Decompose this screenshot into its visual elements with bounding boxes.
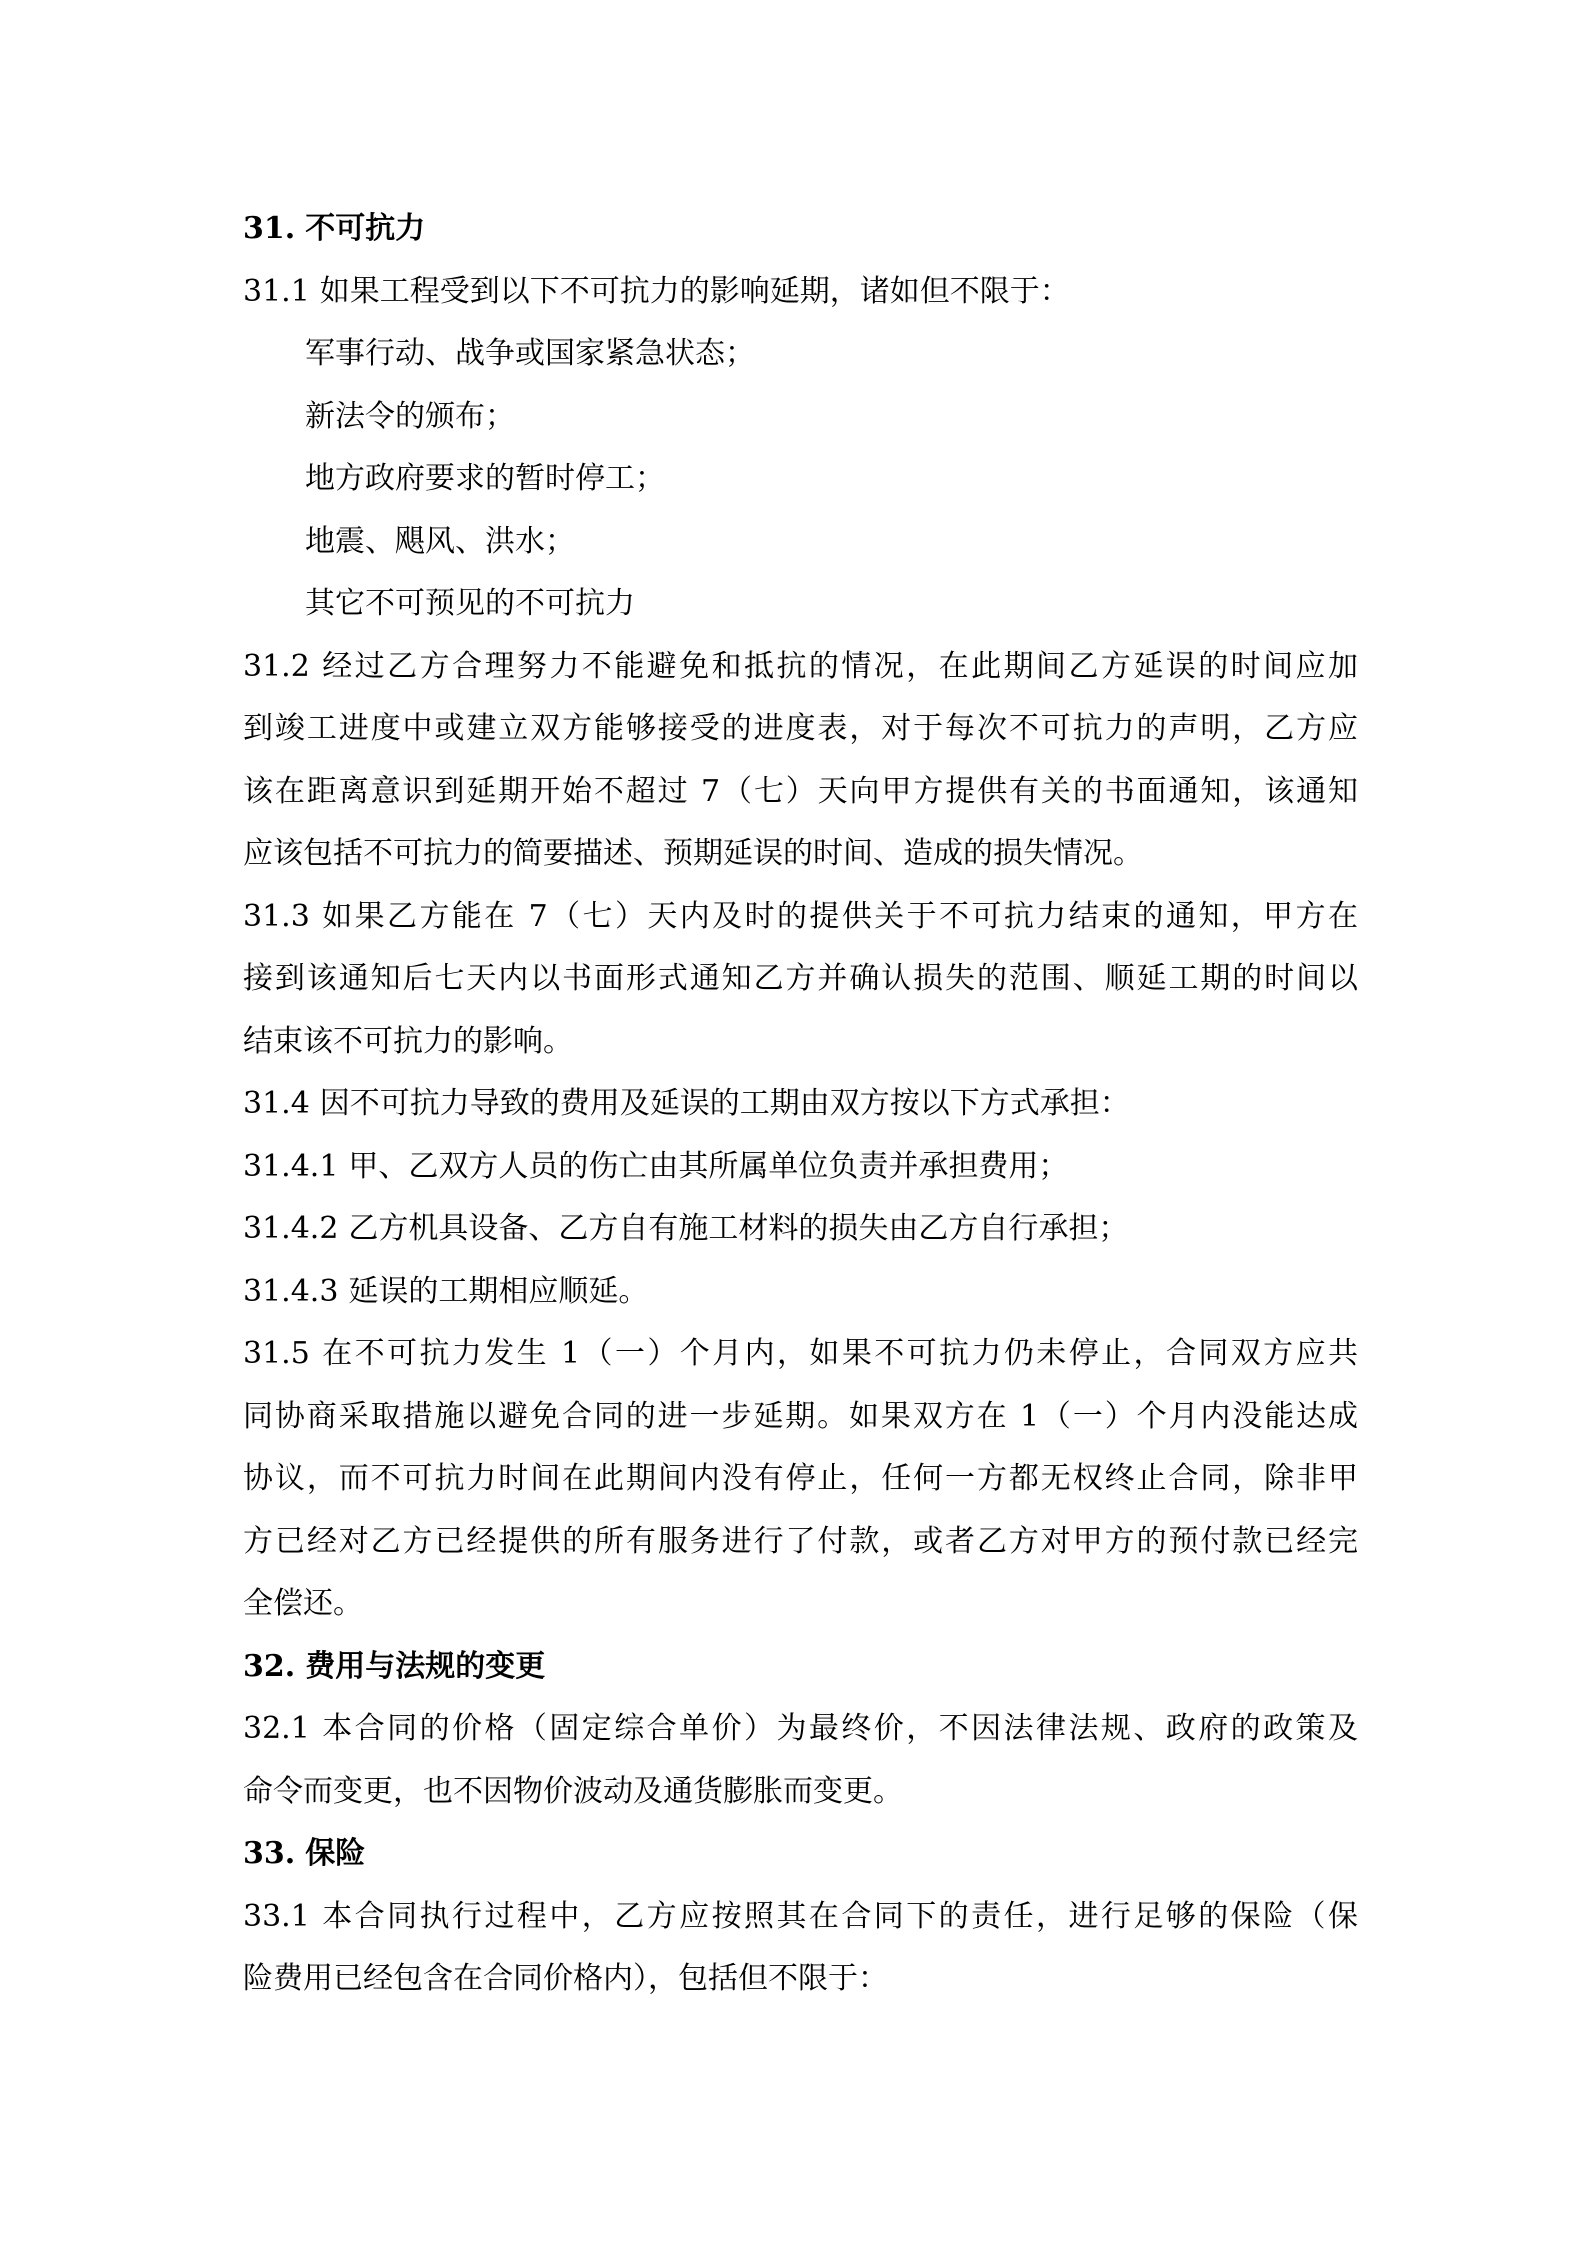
force-majeure-list: [243, 323, 1358, 636]
list-item: 地震、飓风、洪水；: [305, 523, 575, 559]
clause-line: 接到该通知后七天内以书面形式通知乙方并确认损失的范围、顺延工期的时间以: [243, 961, 1358, 996]
clause-number: 31.3: [243, 898, 310, 934]
clause-line: 应该包括不可抗力的简要描述、预期延误的时间、造成的损失情况。: [243, 836, 1143, 871]
clause-line: 全偿还。: [243, 1586, 363, 1621]
clause-text: 在不可抗力发生 1（一）个月内，如果不可抗力仍未停止，合同双方应共: [319, 1336, 1358, 1371]
clause-text: 本合同的价格（固定综合单价）为最终价，不因法律法规、政府的政策及: [319, 1711, 1358, 1746]
document-body: [243, 198, 1358, 2011]
section-number: 32.: [243, 1648, 296, 1684]
clause-text: 甲、乙双方人员的伤亡由其所属单位负责并承担费用；: [348, 1148, 1069, 1184]
clause-line: 该在距离意识到延期开始不超过 7（七）天向甲方提供有关的书面通知，该通知: [243, 773, 1358, 809]
clause-number: 31.4.1: [243, 1148, 339, 1184]
section-31-heading: [243, 198, 1358, 261]
clause-text: 经过乙方合理努力不能避免和抵抗的情况，在此期间乙方延误的时间应加: [319, 648, 1358, 684]
clause-31-2: [243, 636, 1358, 886]
list-item: 其它不可预见的不可抗力: [305, 586, 635, 621]
clause-line: [243, 1698, 1358, 1761]
clause-text: 因不可抗力导致的费用及延误的工期由双方按以下方式承担：: [319, 1086, 1130, 1121]
clause-line: [243, 1323, 1358, 1386]
clause-text: 延误的工期相应顺延。: [348, 1273, 649, 1309]
clause-number: 31.1: [243, 273, 310, 309]
section-33-heading: [243, 1823, 1358, 1886]
clause-text: 本合同执行过程中，乙方应按照其在合同下的责任，进行足够的保险（保: [319, 1898, 1358, 1934]
clause-32-1: [243, 1698, 1358, 1823]
clause-31-4: [243, 1073, 1358, 1136]
clause-number: 31.5: [243, 1336, 310, 1371]
clause-31-4-2: [243, 1198, 1358, 1261]
clause-text: 乙方机具设备、乙方自有施工材料的损失由乙方自行承担；: [348, 1211, 1129, 1246]
section-title: 不可抗力: [305, 211, 426, 246]
clause-line: 结束该不可抗力的影响。: [243, 1023, 573, 1059]
clause-31-4-1: [243, 1136, 1358, 1199]
section-title: 费用与法规的变更: [305, 1648, 546, 1684]
clause-31-4-3: [243, 1261, 1358, 1324]
clause-number: 32.1: [243, 1711, 310, 1746]
clause-number: 31.2: [243, 648, 310, 684]
clause-31-5: [243, 1323, 1358, 1636]
clause-number: 33.1: [243, 1898, 310, 1934]
list-item: 地方政府要求的暂时停工；: [305, 461, 665, 496]
clause-text: 如果乙方能在 7（七）天内及时的提供关于不可抗力结束的通知，甲方在: [319, 898, 1358, 934]
clause-line: 命令而变更，也不因物价波动及通货膨胀而变更。: [243, 1773, 903, 1809]
clause-line: [243, 886, 1358, 949]
clause-line: 协议，而不可抗力时间在此期间内没有停止，任何一方都无权终止合同，除非甲: [243, 1461, 1358, 1496]
section-number: 31.: [243, 211, 296, 246]
clause-31-1: [243, 261, 1358, 324]
clause-line: [243, 1886, 1358, 1949]
clause-number: 31.4.2: [243, 1211, 339, 1246]
clause-number: 31.4.3: [243, 1273, 339, 1309]
clause-33-1: [243, 1886, 1358, 2011]
clause-31-3: [243, 886, 1358, 1074]
section-title: 保险: [305, 1836, 366, 1871]
clause-number: 31.4: [243, 1086, 310, 1121]
clause-line: 同协商采取措施以避免合同的进一步延期。如果双方在 1（一）个月内没能达成: [243, 1398, 1358, 1434]
clause-text: 如果工程受到以下不可抗力的影响延期，诸如但不限于：: [319, 273, 1070, 309]
clause-line: 到竣工进度中或建立双方能够接受的进度表，对于每次不可抗力的声明，乙方应: [243, 711, 1358, 746]
list-item: 军事行动、战争或国家紧急状态；: [305, 336, 755, 371]
section-32-heading: [243, 1636, 1358, 1699]
section-number: 33.: [243, 1836, 296, 1871]
clause-line: 险费用已经包含在合同价格内），包括但不限于：: [243, 1961, 888, 1996]
clause-line: 方已经对乙方已经提供的所有服务进行了付款，或者乙方对甲方的预付款已经完: [243, 1523, 1358, 1559]
clause-line: [243, 636, 1358, 699]
list-item: 新法令的颁布；: [305, 398, 515, 434]
